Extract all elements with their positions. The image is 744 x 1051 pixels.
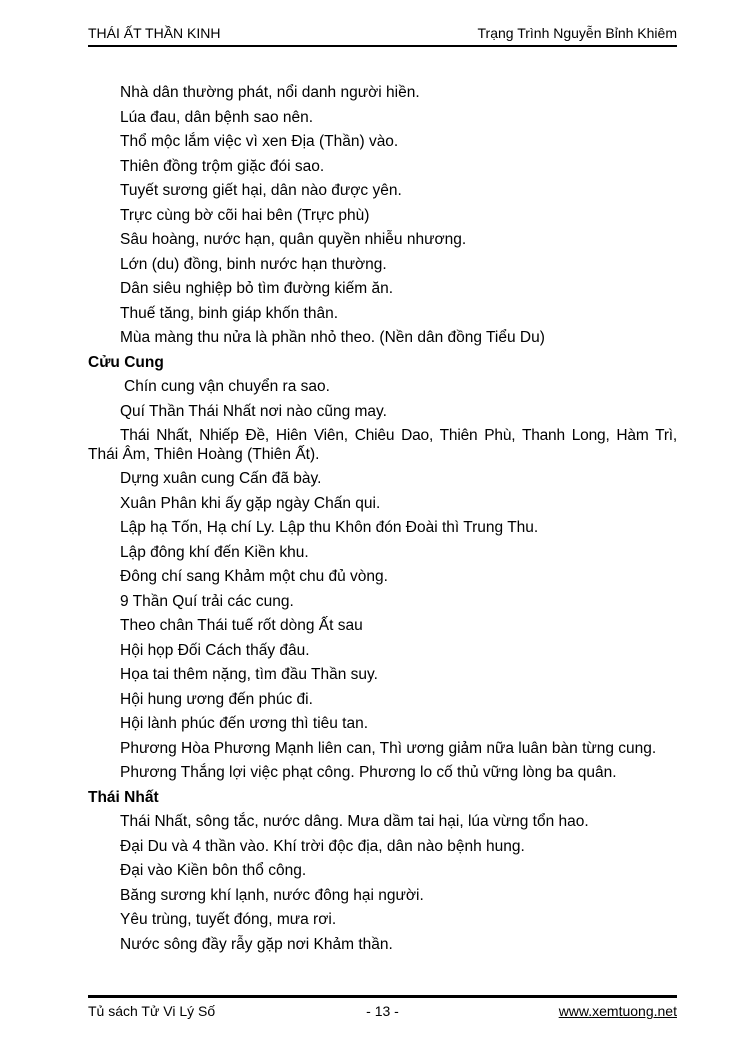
header-author: Trạng Trình Nguyễn Bỉnh Khiêm (477, 25, 677, 41)
footer-page-number: - 13 - (366, 1003, 399, 1019)
verse-line: Đại vào Kiền bôn thổ công. (120, 862, 307, 879)
verse-line: Dân siêu nghiệp bỏ tìm đường kiếm ăn. (120, 280, 393, 297)
verse-line: Trực cùng bờ cõi hai bên (Trực phù) (120, 206, 370, 224)
verse-line: Hội hung ương đến phúc đi. (120, 690, 313, 708)
verse-line: Băng sương khí lạnh, nước đông hại người. (120, 886, 424, 904)
page-footer (88, 995, 677, 1019)
verse-line: Thổ mộc lắm việc vì xen Địa (Thần) vào. (120, 133, 399, 150)
verse-line: 9 Thần Quí trải các cung. (120, 592, 294, 610)
verse-line: Lúa đau, dân bệnh sao nên. (120, 108, 314, 126)
footer-series-title: Tủ sách Tử Vi Lý Số (88, 1003, 216, 1019)
verse-line: Xuân Phân khi ấy gặp ngày Chấn qui. (120, 494, 381, 512)
verse-line: Thái Nhất, Nhiếp Đề, Hiên Viên, Chiêu Dao, Thiên Phù, Thanh Long, Hàm Trì, (120, 427, 677, 444)
verse-line: Sâu hoàng, nước hạn, quân quyền nhiễu nhương. (120, 231, 467, 248)
section-heading-cuu-cung: Cửu Cung (88, 353, 164, 371)
section-heading-thai-nhat: Thái Nhất (88, 788, 159, 806)
verse-line: Lập hạ Tốn, Hạ chí Ly. Lập thu Khôn đón Đoài thì Trung Thu. (120, 519, 539, 536)
verse-line: Thái Âm, Thiên Hoàng (Thiên Ất). (88, 445, 320, 463)
verse-line: Hội lành phúc đến ương thì tiêu tan. (120, 715, 369, 732)
verse-line: Quí Thần Thái Nhất nơi nào cũng may. (120, 402, 387, 420)
verse-line: Yêu trùng, tuyết đóng, mưa rơi. (120, 911, 337, 928)
verse-line: Tuyết sương giết hại, dân nào được yên. (120, 182, 402, 199)
verse-line: Dựng xuân cung Cấn đã bày. (120, 470, 322, 487)
verse-line: Họa tai thêm nặng, tìm đầu Thần suy. (120, 666, 378, 683)
verse-line: Nhà dân thường phát, nổi danh người hiền. (120, 84, 420, 101)
verse-line: Phương Thắng lợi việc phạt công. Phương lo cố thủ vững lòng ba quân. (120, 764, 617, 781)
verse-line: Thiên đồng trộm giặc đói sao. (120, 157, 325, 175)
document-body (88, 84, 677, 960)
verse-paragraph-wrapped (88, 427, 677, 464)
verse-line: Đại Du và 4 thần vào. Khí trời độc địa, dân nào bệnh hung. (120, 837, 525, 855)
footer-website-link[interactable]: www.xemtuong.net (558, 1003, 677, 1019)
verse-line: Mùa màng thu nửa là phần nhỏ theo. (Nền dân đồng Tiểu Du) (120, 329, 545, 346)
verse-line: Thái Nhất, sông tắc, nước dâng. Mưa dầm tai hại, lúa vừng tổn hao. (120, 813, 589, 830)
verse-line: Hội họp Đối Cách thấy đâu. (120, 641, 310, 659)
page-header (88, 0, 677, 47)
verse-line: Đông chí sang Khảm một chu đủ vòng. (120, 568, 388, 585)
verse-line: Chín cung vận chuyển ra sao. (124, 378, 330, 395)
verse-line: Nước sông đầy rẫy gặp nơi Khảm thần. (120, 935, 393, 953)
verse-line: Theo chân Thái tuế rốt dòng Ất sau (120, 617, 363, 634)
verse-line: Phương Hòa Phương Mạnh liên can, Thì ương giảm nữa luân bàn từng cung. (120, 739, 657, 757)
verse-line: Thuế tăng, binh giáp khốn thân. (120, 304, 339, 322)
verse-line: Lập đông khí đến Kiền khu. (120, 543, 309, 561)
header-book-title: THÁI ẤT THẦN KINH (88, 25, 221, 41)
verse-line: Lớn (du) đồng, binh nước hạn thường. (120, 255, 387, 273)
